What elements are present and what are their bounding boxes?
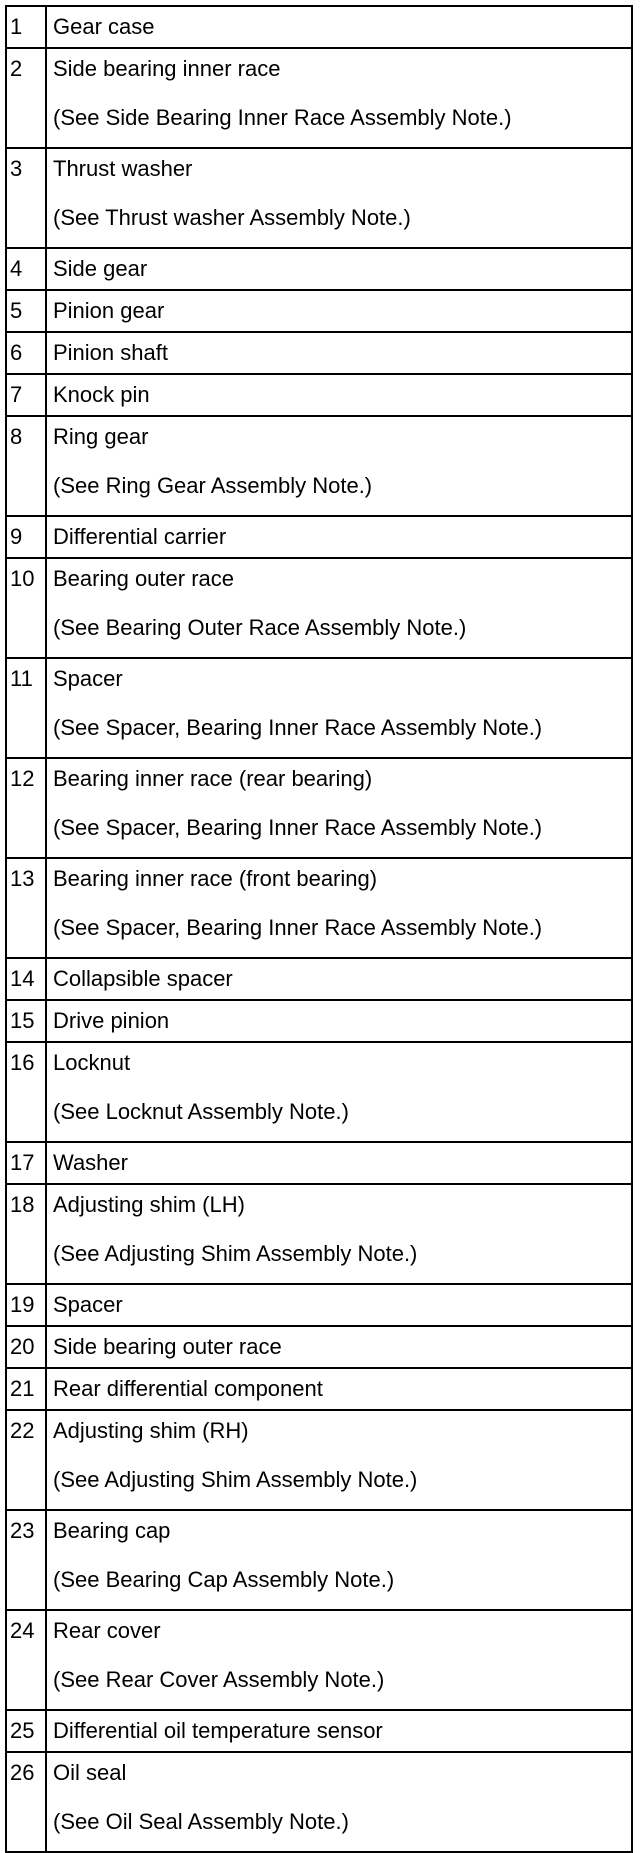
part-number-text: 23 (10, 1518, 35, 1543)
part-number-text: 26 (10, 1760, 35, 1785)
part-description (46, 858, 632, 958)
part-description (46, 1184, 632, 1284)
table-row (6, 1752, 632, 1852)
part-name: Differential oil temperature sensor (53, 1718, 383, 1743)
part-description (46, 558, 632, 658)
part-number (6, 374, 46, 416)
assembly-note: (See Oil Seal Assembly Note.) (53, 1809, 349, 1834)
part-description (46, 1510, 632, 1610)
part-description (46, 374, 632, 416)
part-number (6, 148, 46, 248)
part-name: Ring gear (53, 424, 149, 449)
assembly-note: (See Locknut Assembly Note.) (53, 1099, 349, 1124)
part-name: Thrust washer (53, 156, 193, 181)
table-row (6, 332, 632, 374)
part-number (6, 290, 46, 332)
part-name: Rear differential component (53, 1376, 323, 1401)
part-name: Spacer (53, 666, 123, 691)
part-name: Knock pin (53, 382, 150, 407)
part-description (46, 958, 632, 1000)
part-number (6, 332, 46, 374)
part-description (46, 1284, 632, 1326)
part-number-text: 2 (10, 56, 23, 81)
table-row (6, 6, 632, 48)
parts-table-body (6, 6, 632, 1852)
part-number-text: 16 (10, 1050, 35, 1075)
part-number-text: 25 (10, 1718, 35, 1743)
part-number-text: 15 (10, 1008, 35, 1033)
table-row (6, 1410, 632, 1510)
part-description (46, 1752, 632, 1852)
part-description (46, 1710, 632, 1752)
part-number (6, 1610, 46, 1710)
part-number (6, 416, 46, 516)
part-number-text: 21 (10, 1376, 35, 1401)
part-number (6, 958, 46, 1000)
part-number (6, 1184, 46, 1284)
part-number (6, 1284, 46, 1326)
part-number-text: 8 (10, 424, 23, 449)
part-number-text: 24 (10, 1618, 35, 1643)
part-description (46, 1042, 632, 1142)
part-description (46, 48, 632, 148)
part-number (6, 1510, 46, 1610)
part-number-text: 22 (10, 1418, 35, 1443)
table-row (6, 290, 632, 332)
part-description (46, 248, 632, 290)
part-name: Drive pinion (53, 1008, 170, 1033)
part-number-text: 3 (10, 156, 23, 181)
table-row (6, 858, 632, 958)
part-number (6, 248, 46, 290)
table-row (6, 1510, 632, 1610)
part-description (46, 758, 632, 858)
part-number (6, 1142, 46, 1184)
part-name: Side bearing inner race (53, 56, 281, 81)
table-row (6, 1326, 632, 1368)
table-row (6, 48, 632, 148)
part-name: Side gear (53, 256, 148, 281)
part-name: Bearing inner race (rear bearing) (53, 766, 373, 791)
part-number (6, 658, 46, 758)
part-number (6, 48, 46, 148)
table-row (6, 958, 632, 1000)
part-number (6, 1752, 46, 1852)
table-row (6, 1000, 632, 1042)
table-row (6, 1184, 632, 1284)
part-name: Pinion shaft (53, 340, 168, 365)
part-description (46, 332, 632, 374)
part-name: Bearing cap (53, 1518, 171, 1543)
part-number-text: 10 (10, 566, 35, 591)
part-description (46, 1000, 632, 1042)
part-number-text: 4 (10, 256, 23, 281)
part-number-text: 11 (10, 666, 33, 691)
part-description (46, 1610, 632, 1710)
part-description (46, 658, 632, 758)
part-number-text: 13 (10, 866, 35, 891)
part-number-text: 14 (10, 966, 35, 991)
table-row (6, 1610, 632, 1710)
part-number (6, 1410, 46, 1510)
table-row (6, 758, 632, 858)
part-number (6, 1368, 46, 1410)
assembly-note: (See Bearing Outer Race Assembly Note.) (53, 615, 467, 640)
part-name: Side bearing outer race (53, 1334, 282, 1359)
part-number-text: 7 (10, 382, 23, 407)
part-number-text: 9 (10, 524, 23, 549)
table-row (6, 416, 632, 516)
part-description (46, 290, 632, 332)
part-name: Adjusting shim (LH) (53, 1192, 245, 1217)
part-number (6, 858, 46, 958)
part-number-text: 1 (10, 14, 23, 39)
assembly-note: (See Spacer, Bearing Inner Race Assembly Note.) (53, 815, 543, 840)
parts-table (5, 5, 633, 1853)
assembly-note: (See Spacer, Bearing Inner Race Assembly Note.) (53, 715, 543, 740)
part-name: Pinion gear (53, 298, 165, 323)
table-row (6, 1368, 632, 1410)
part-description (46, 1326, 632, 1368)
assembly-note: (See Adjusting Shim Assembly Note.) (53, 1241, 418, 1266)
table-row (6, 374, 632, 416)
table-row (6, 1142, 632, 1184)
part-number-text: 17 (10, 1150, 35, 1175)
part-number-text: 19 (10, 1292, 35, 1317)
part-description (46, 148, 632, 248)
part-name: Oil seal (53, 1760, 127, 1785)
part-number-text: 20 (10, 1334, 35, 1359)
part-description (46, 1410, 632, 1510)
assembly-note: (See Bearing Cap Assembly Note.) (53, 1567, 395, 1592)
part-name: Collapsible spacer (53, 966, 233, 991)
assembly-note: (See Ring Gear Assembly Note.) (53, 473, 373, 498)
table-row (6, 148, 632, 248)
table-row (6, 516, 632, 558)
part-name: Gear case (53, 14, 155, 39)
part-number-text: 12 (10, 766, 35, 791)
part-number (6, 1000, 46, 1042)
part-number (6, 1710, 46, 1752)
table-row (6, 1042, 632, 1142)
part-name: Washer (53, 1150, 128, 1175)
part-description (46, 1368, 632, 1410)
part-number-text: 18 (10, 1192, 35, 1217)
part-description (46, 6, 632, 48)
part-number-text: 6 (10, 340, 23, 365)
part-description (46, 1142, 632, 1184)
assembly-note: (See Adjusting Shim Assembly Note.) (53, 1467, 418, 1492)
table-row (6, 558, 632, 658)
part-name: Bearing outer race (53, 566, 234, 591)
part-number (6, 6, 46, 48)
part-name: Spacer (53, 1292, 123, 1317)
part-number (6, 1326, 46, 1368)
part-description (46, 416, 632, 516)
part-number (6, 516, 46, 558)
assembly-note: (See Rear Cover Assembly Note.) (53, 1667, 385, 1692)
part-name: Bearing inner race (front bearing) (53, 866, 378, 891)
table-row (6, 248, 632, 290)
table-row (6, 1710, 632, 1752)
part-description (46, 516, 632, 558)
assembly-note: (See Thrust washer Assembly Note.) (53, 205, 411, 230)
part-name: Differential carrier (53, 524, 227, 549)
part-name: Adjusting shim (RH) (53, 1418, 249, 1443)
part-number (6, 558, 46, 658)
table-row (6, 1284, 632, 1326)
part-number-text: 5 (10, 298, 23, 323)
part-name: Rear cover (53, 1618, 161, 1643)
assembly-note: (See Side Bearing Inner Race Assembly Note.) (53, 105, 512, 130)
part-number (6, 1042, 46, 1142)
table-row (6, 658, 632, 758)
part-name: Locknut (53, 1050, 131, 1075)
part-number (6, 758, 46, 858)
assembly-note: (See Spacer, Bearing Inner Race Assembly Note.) (53, 915, 543, 940)
